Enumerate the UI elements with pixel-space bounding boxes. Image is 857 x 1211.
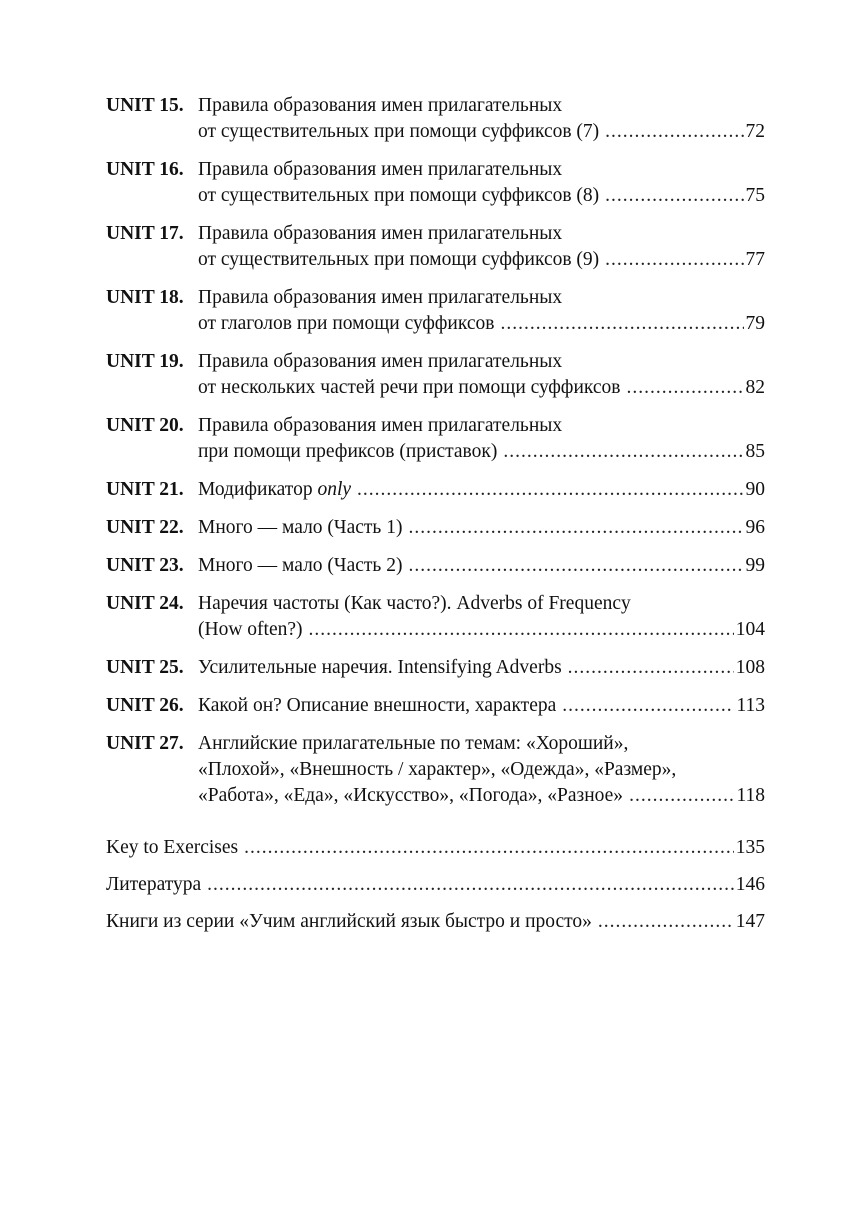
unit-label: UNIT 20. bbox=[106, 415, 184, 436]
toc-entry-unit-25 bbox=[106, 655, 765, 681]
unit-title-line: Наречия частоты (Как часто?). Adverbs of Frequency bbox=[198, 593, 631, 614]
unit-title-line: Правила образования имен прилагательных bbox=[198, 351, 563, 372]
toc-entry-unit-23 bbox=[106, 553, 765, 579]
toc-entry-unit-17 bbox=[106, 221, 765, 273]
unit-label: UNIT 22. bbox=[106, 517, 184, 538]
page-number: 99 bbox=[745, 555, 765, 576]
page-number: 104 bbox=[735, 619, 765, 640]
unit-title-line: Правила образования имен прилагательных bbox=[198, 287, 563, 308]
dot-leader bbox=[629, 783, 734, 809]
unit-label: UNIT 24. bbox=[106, 593, 184, 614]
unit-label: UNIT 15. bbox=[106, 95, 184, 116]
page-number: 90 bbox=[745, 479, 765, 500]
table-of-contents bbox=[106, 93, 765, 946]
unit-label: UNIT 27. bbox=[106, 733, 184, 754]
unit-title-line: Правила образования имен прилагательных bbox=[198, 223, 563, 244]
unit-label: UNIT 23. bbox=[106, 555, 184, 576]
unit-title-line: от существительных при помощи суффиксов (9) bbox=[198, 249, 600, 270]
page-number: 77 bbox=[745, 249, 765, 270]
dot-leader bbox=[500, 311, 743, 337]
unit-title-line: Много — мало (Часть 1) bbox=[198, 517, 403, 538]
page-number: 96 bbox=[745, 517, 765, 538]
dot-leader bbox=[568, 655, 734, 681]
unit-title-line: «Работа», «Еда», «Искусство», «Погода», «Разное» bbox=[198, 785, 624, 806]
toc-entry-unit-19 bbox=[106, 349, 765, 401]
page-number: 146 bbox=[735, 874, 765, 895]
toc-entry-unit-24 bbox=[106, 591, 765, 643]
back-matter-title: Книги из серии «Учим английский язык быстро и просто» bbox=[106, 911, 592, 932]
unit-title-line: Модификатор only bbox=[198, 479, 352, 500]
back-matter-title: Key to Exercises bbox=[106, 837, 239, 858]
unit-label: UNIT 25. bbox=[106, 657, 184, 678]
dot-leader bbox=[408, 515, 743, 541]
unit-title-line: Правила образования имен прилагательных bbox=[198, 95, 563, 116]
dot-leader bbox=[605, 247, 743, 273]
dot-leader bbox=[244, 835, 734, 861]
italic-term: only bbox=[317, 479, 352, 500]
dot-leader bbox=[562, 693, 734, 719]
toc-entry-unit-21 bbox=[106, 477, 765, 503]
unit-title-line: от нескольких частей речи при помощи суффиксов bbox=[198, 377, 621, 398]
page-number: 118 bbox=[736, 785, 765, 806]
unit-title-line: Правила образования имен прилагательных bbox=[198, 159, 563, 180]
unit-title-line: Английские прилагательные по темам: «Хороший», bbox=[198, 733, 629, 754]
page-number: 85 bbox=[745, 441, 765, 462]
unit-label: UNIT 16. bbox=[106, 159, 184, 180]
toc-entry-literature bbox=[106, 872, 765, 898]
dot-leader bbox=[626, 375, 743, 401]
page-number: 75 bbox=[745, 185, 765, 206]
unit-title-line: «Плохой», «Внешность / характер», «Одежда», «Размер», bbox=[198, 759, 677, 780]
page-number: 135 bbox=[735, 837, 765, 858]
toc-entry-unit-27 bbox=[106, 731, 765, 809]
unit-title-line: от существительных при помощи суффиксов (7) bbox=[198, 121, 600, 142]
toc-entry-unit-20 bbox=[106, 413, 765, 465]
toc-entry-book-series bbox=[106, 909, 765, 935]
page-number: 113 bbox=[736, 695, 765, 716]
toc-entry-unit-18 bbox=[106, 285, 765, 337]
page-number: 108 bbox=[735, 657, 765, 678]
unit-title-line: Какой он? Описание внешности, характера bbox=[198, 695, 557, 716]
unit-title-line: от глаголов при помощи суффиксов bbox=[198, 313, 495, 334]
dot-leader bbox=[605, 119, 743, 145]
dot-leader bbox=[605, 183, 743, 209]
dot-leader bbox=[598, 909, 734, 935]
dot-leader bbox=[357, 477, 743, 503]
toc-entry-key-to-exercises bbox=[106, 835, 765, 861]
back-matter-title: Литература bbox=[106, 874, 202, 895]
page-number: 79 bbox=[745, 313, 765, 334]
page-number: 72 bbox=[745, 121, 765, 142]
unit-label: UNIT 21. bbox=[106, 479, 184, 500]
unit-title-line: Много — мало (Часть 2) bbox=[198, 555, 403, 576]
unit-title-line: Правила образования имен прилагательных bbox=[198, 415, 563, 436]
toc-entry-unit-15 bbox=[106, 93, 765, 145]
toc-entry-unit-22 bbox=[106, 515, 765, 541]
toc-entry-unit-16 bbox=[106, 157, 765, 209]
toc-entry-unit-26 bbox=[106, 693, 765, 719]
unit-title-line: Усилительные наречия. Intensifying Adverbs bbox=[198, 657, 562, 678]
dot-leader bbox=[309, 617, 734, 643]
unit-label: UNIT 18. bbox=[106, 287, 184, 308]
unit-label: UNIT 26. bbox=[106, 695, 184, 716]
page-number: 82 bbox=[745, 377, 765, 398]
unit-label: UNIT 17. bbox=[106, 223, 184, 244]
unit-title-line: (How often?) bbox=[198, 619, 303, 640]
page-number: 147 bbox=[735, 911, 765, 932]
unit-title-line: от существительных при помощи суффиксов (8) bbox=[198, 185, 600, 206]
unit-title-line: при помощи префиксов (приставок) bbox=[198, 441, 498, 462]
unit-label: UNIT 19. bbox=[106, 351, 184, 372]
dot-leader bbox=[503, 439, 743, 465]
dot-leader bbox=[207, 872, 734, 898]
dot-leader bbox=[408, 553, 743, 579]
